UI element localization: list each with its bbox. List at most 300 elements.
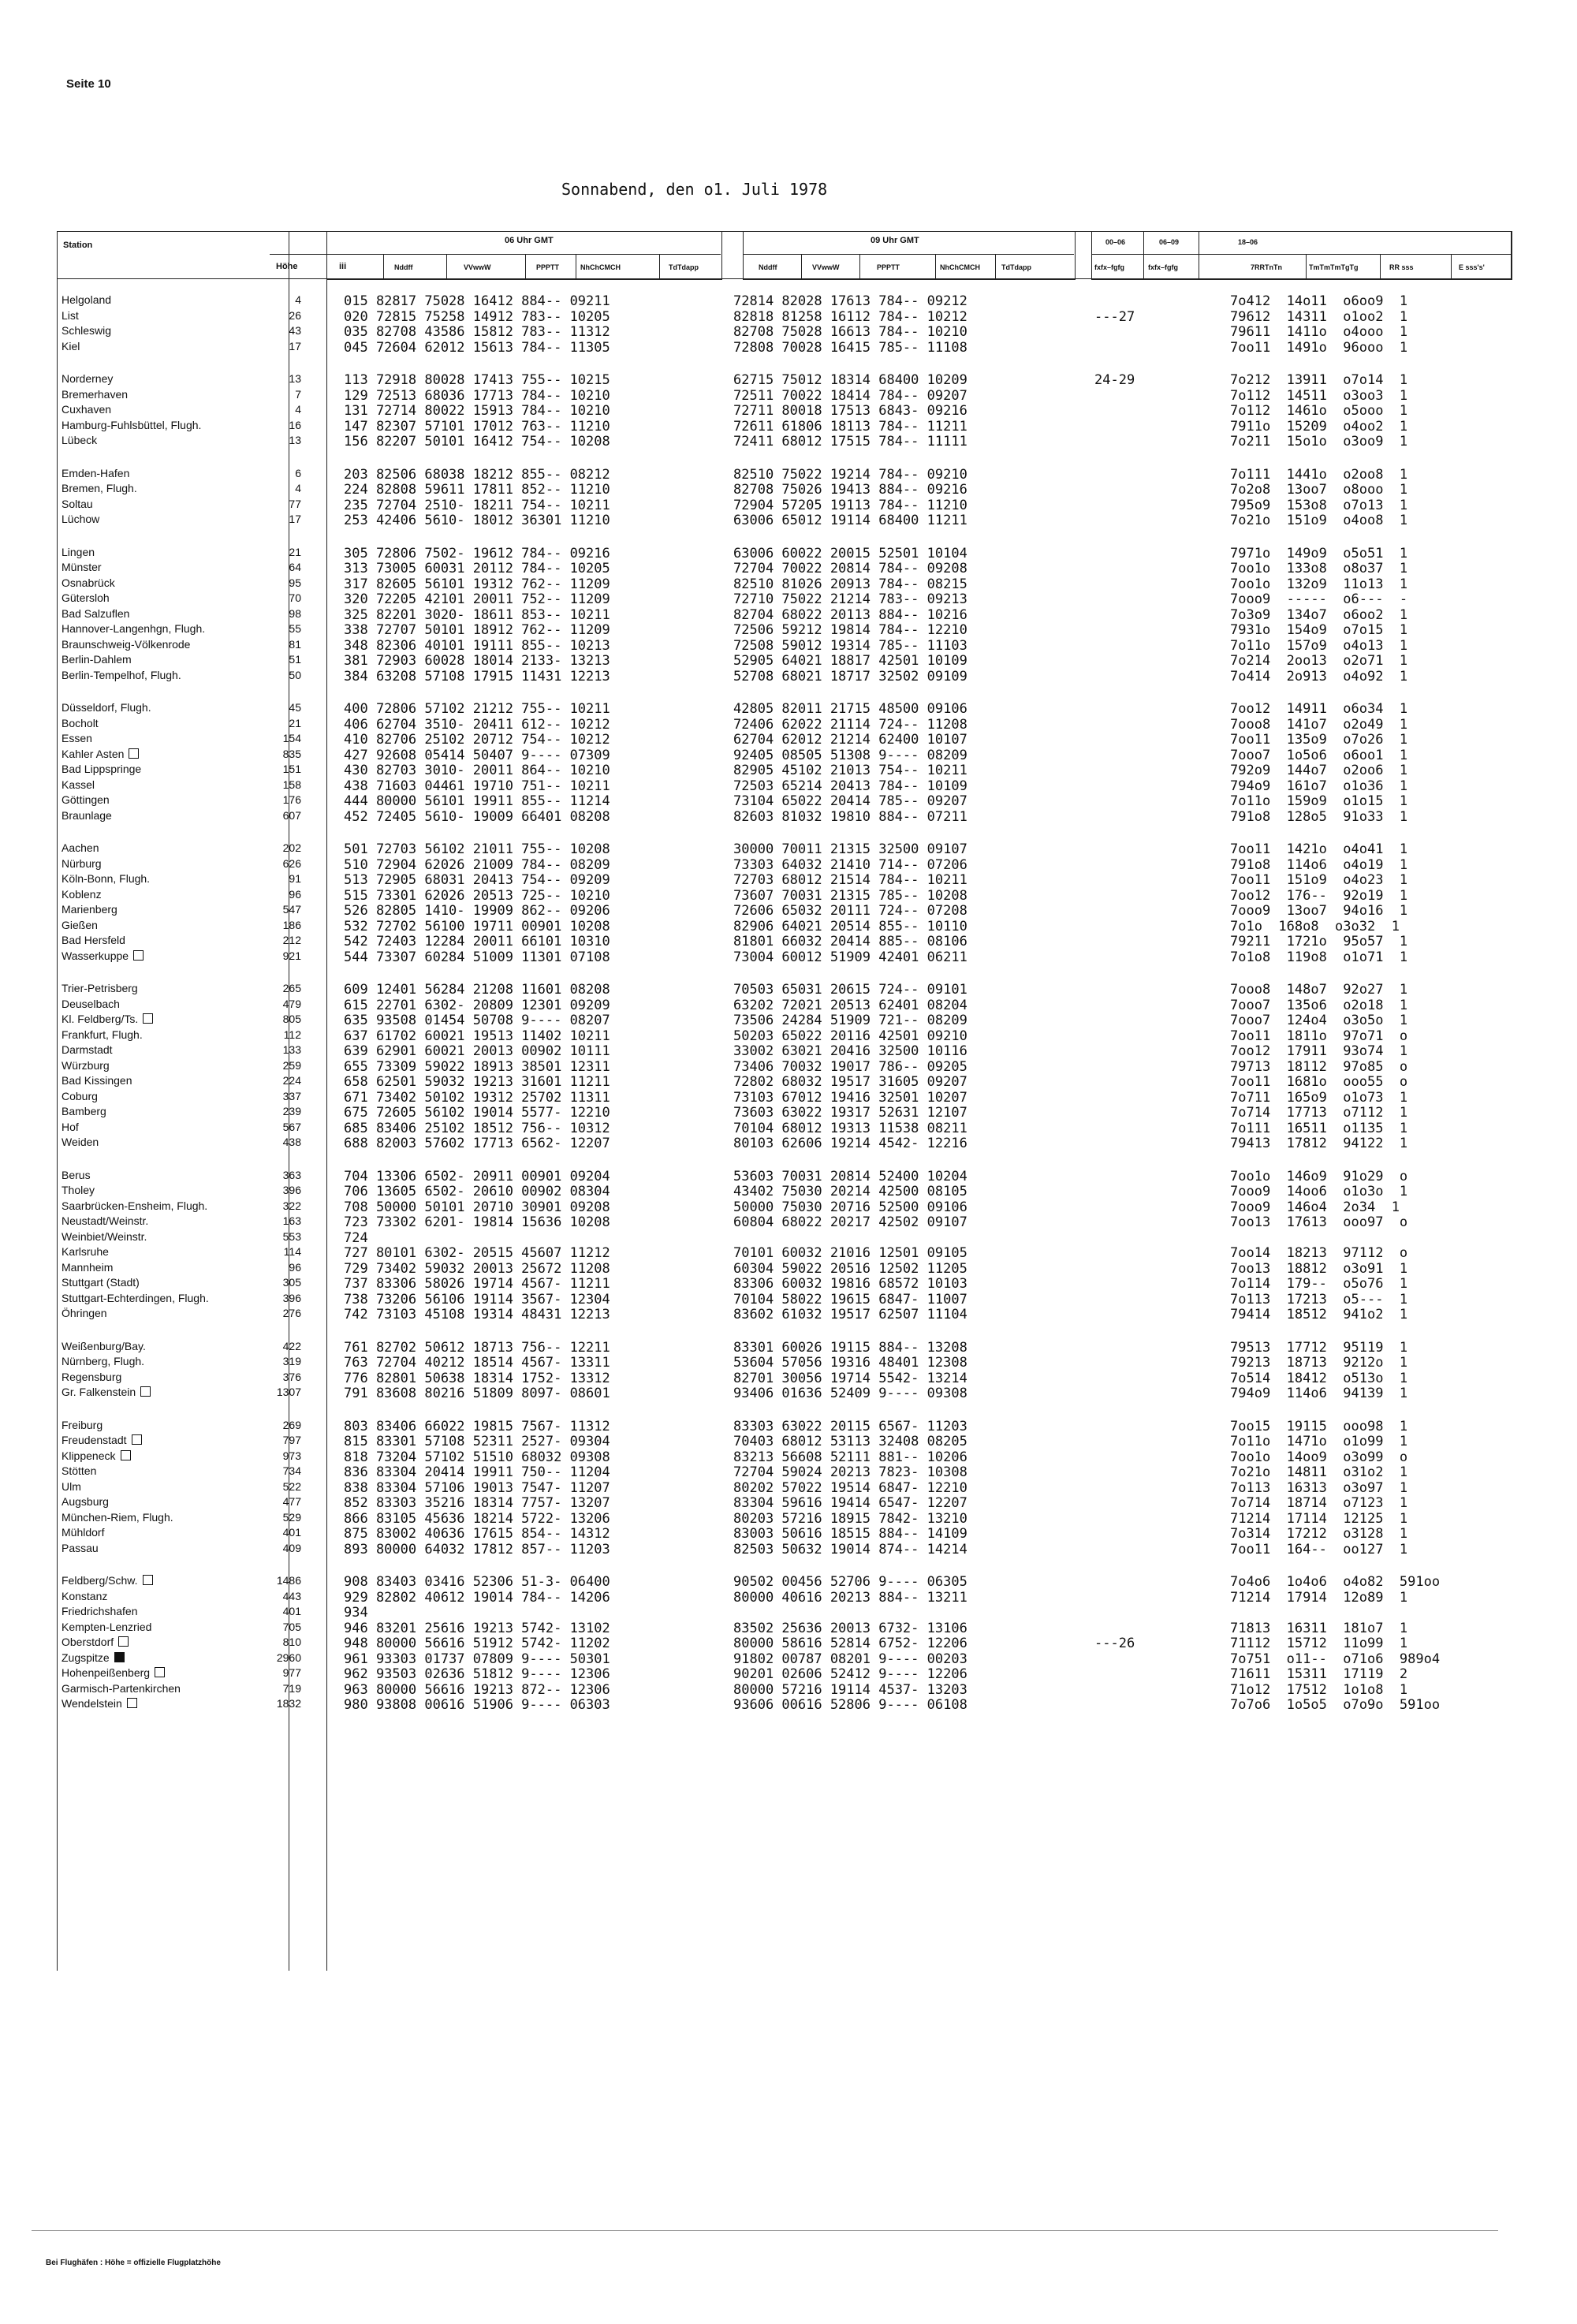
extremes-18-06: 7oo13 17613 ooo97 o	[1230, 1214, 1408, 1230]
obs-06-gmt: 908 83403 03416 52306 51-3- 06400	[344, 1574, 610, 1590]
table-row	[0, 1090, 1577, 1106]
table-row	[0, 482, 1577, 498]
obs-09-gmt: 70503 65031 20615 724-- 09101	[733, 982, 967, 998]
extremes-18-06: 7o3o9 134o7 o6oo2 1	[1230, 606, 1408, 623]
header-col-nh-09: NhChCMCH	[940, 263, 980, 271]
station-height: 4	[295, 293, 301, 306]
station-name	[62, 1169, 267, 1181]
footnote: Bei Flughäfen : Höhe = offizielle Flugplatzhöhe	[46, 2259, 221, 2267]
obs-09-gmt: 80000 58616 52814 6752- 12206	[733, 1636, 967, 1651]
extremes-18-06: 7o112 14511 o3oo3 1	[1230, 387, 1408, 404]
obs-06-gmt: 658 62501 59032 19213 31601 11211	[344, 1074, 610, 1090]
obs-06-gmt: 542 72403 12284 20011 66101 10310	[344, 934, 610, 949]
station-height: 7	[295, 387, 301, 401]
obs-09-gmt: 72506 59212 19814 784-- 12210	[733, 622, 967, 638]
obs-06-gmt: 727 80101 6302- 20515 45607 11212	[344, 1245, 610, 1261]
table-row	[0, 763, 1577, 778]
station-name	[62, 934, 267, 946]
extremes-18-06: 7o314 17212 o3128 1	[1230, 1526, 1408, 1542]
table-row	[0, 622, 1577, 638]
table-row	[0, 1059, 1577, 1075]
station-height: 1832	[276, 1697, 301, 1710]
extremes-18-06: 7o21o 151o9 o4oo8 1	[1230, 513, 1408, 528]
header-hoehe: Höhe	[276, 262, 298, 271]
station-label: München-Riem, Flugh.	[62, 1510, 173, 1524]
extremes-18-06: 7ooo7 1o5o6 o6oo1 1	[1230, 747, 1408, 763]
obs-06-gmt: 685 83406 25102 18512 756-- 10312	[344, 1120, 610, 1136]
table-row	[0, 1292, 1577, 1307]
station-height: 376	[282, 1370, 301, 1383]
obs-09-gmt: 80000 57216 19114 4537- 13203	[733, 1681, 967, 1698]
station-label: Freudenstadt	[62, 1434, 127, 1446]
station-label: Weinbiet/Weinstr.	[62, 1229, 147, 1243]
station-name	[62, 546, 267, 558]
extremes-18-06: 7o113 16313 o3o97 1	[1230, 1479, 1408, 1496]
extremes-18-06: 795o9 153o8 o7o13 1	[1230, 497, 1408, 513]
extremes-18-06: 79713 18112 97o85 o	[1230, 1058, 1408, 1075]
obs-09-gmt: 73607 70031 21315 785-- 10208	[733, 887, 967, 904]
extremes-18-06: 79611 1411o o4ooo 1	[1230, 324, 1408, 340]
station-height: 163	[282, 1214, 301, 1227]
obs-06-gmt: 791 83608 80216 51809 8097- 08601	[344, 1386, 610, 1401]
obs-06-gmt: 671 73402 50102 19312 25702 11311	[344, 1089, 610, 1106]
obs-06-gmt: 203 82506 68038 18212 855-- 08212	[344, 466, 610, 483]
header-00-06: 00–06	[1105, 238, 1126, 246]
table-row	[0, 1682, 1577, 1698]
station-name	[62, 1261, 267, 1274]
station-name	[62, 482, 267, 494]
table-row	[0, 513, 1577, 528]
obs-09-gmt: 73506 24284 51909 721-- 08209	[733, 1013, 967, 1028]
table-row	[0, 1371, 1577, 1386]
extremes-18-06: 7o211 15o1o o3oo9 1	[1230, 434, 1408, 450]
station-label: Gr. Falkenstein	[62, 1386, 136, 1398]
station-label: Ulm	[62, 1479, 81, 1493]
extremes-18-06: 7o111 16511 o1135 1	[1230, 1120, 1408, 1136]
station-name	[62, 1542, 267, 1554]
station-height: 21	[289, 545, 301, 558]
station-height: 973	[282, 1449, 301, 1462]
station-height: 4	[295, 482, 301, 494]
obs-06-gmt: 962 93503 02636 51812 9---- 12306	[344, 1666, 610, 1682]
header-col-vvwww-09: VVwwW	[812, 263, 840, 271]
header-06-gmt: 06 Uhr GMT	[505, 236, 554, 245]
square-icon	[143, 1575, 153, 1585]
station-height: 26	[289, 308, 301, 322]
obs-09-gmt: 73104 65022 20414 785-- 09207	[733, 793, 967, 809]
obs-09-gmt: 70101 60032 21016 12501 09105	[733, 1245, 967, 1261]
obs-06-gmt: 729 73402 59032 20013 25672 11208	[344, 1260, 610, 1277]
obs-09-gmt: 72606 65032 20111 724-- 07208	[733, 903, 967, 919]
station-height: 567	[282, 1120, 301, 1133]
station-height: 422	[282, 1339, 301, 1352]
obs-09-gmt: 91802 00787 08201 9---- 00203	[733, 1651, 967, 1667]
station-height: 734	[282, 1464, 301, 1477]
station-name	[62, 872, 267, 885]
obs-06-gmt: 381 72903 60028 18014 2133- 13213	[344, 653, 610, 669]
filled-square-icon	[114, 1652, 125, 1662]
station-label: Feldberg/Schw.	[62, 1574, 138, 1587]
obs-06-gmt: 015 82817 75028 16412 884-- 09211	[344, 293, 610, 309]
station-label: Soltau	[62, 497, 93, 510]
extremes-18-06: 7o711 165o9 o1o73 1	[1230, 1089, 1408, 1106]
obs-09-gmt: 82906 64021 20514 855-- 10110	[733, 918, 967, 934]
station-height: 158	[282, 778, 301, 791]
station-height: 186	[282, 918, 301, 931]
table-row	[0, 1697, 1577, 1713]
obs-06-gmt: 129 72513 68036 17713 784-- 10210	[344, 387, 610, 404]
station-name	[62, 1214, 267, 1227]
obs-09-gmt: 73103 67012 19416 32501 10207	[733, 1089, 967, 1106]
station-label: Kempten-Lenzried	[62, 1620, 152, 1633]
obs-09-gmt: 93406 01636 52409 9---- 09308	[733, 1386, 967, 1401]
obs-09-gmt: 50000 75030 20716 52500 09106	[733, 1199, 967, 1215]
station-label: Zugspitze	[62, 1651, 110, 1664]
obs-09-gmt: 33002 63021 20416 32500 10116	[733, 1043, 967, 1059]
station-height: 276	[282, 1307, 301, 1319]
table-row	[0, 1526, 1577, 1542]
extremes-18-06: 7oo12 176-- 92o19 1	[1230, 887, 1408, 904]
station-name	[62, 1636, 267, 1648]
obs-06-gmt: 348 82306 40101 19111 855-- 10213	[344, 637, 610, 654]
station-label: Hohenpeißenberg	[62, 1666, 151, 1679]
station-height: 1486	[276, 1574, 301, 1587]
extremes-18-06: 791o8 128o5 91o33 1	[1230, 808, 1408, 825]
station-label: Nürburg	[62, 856, 102, 870]
header-iii: iii	[339, 262, 347, 271]
table-row	[0, 1013, 1577, 1028]
table-row	[0, 982, 1577, 998]
obs-06-gmt: 836 83304 20414 19911 750-- 11204	[344, 1464, 610, 1480]
station-label: Berus	[62, 1168, 91, 1181]
station-height: 797	[282, 1434, 301, 1446]
obs-06-gmt: 761 82702 50612 18713 756-- 12211	[344, 1339, 610, 1356]
station-height: 835	[282, 747, 301, 760]
table-row	[0, 1136, 1577, 1151]
table-row	[0, 561, 1577, 576]
obs-06-gmt: 639 62901 60021 20013 00902 10111	[344, 1043, 610, 1059]
obs-09-gmt: 82510 75022 19214 784-- 09210	[733, 466, 967, 483]
station-label: Cuxhaven	[62, 403, 112, 416]
header-col-ppptt-09: PPPTT	[877, 263, 900, 271]
table-row	[0, 467, 1577, 483]
table-row	[0, 576, 1577, 592]
obs-06-gmt: 961 93303 01737 07809 9---- 50301	[344, 1651, 610, 1667]
station-height: 438	[282, 1136, 301, 1148]
extremes-18-06: 79413 17812 94122 1	[1230, 1136, 1408, 1151]
station-name	[62, 717, 267, 729]
station-name	[62, 1292, 267, 1304]
obs-06-gmt: 113 72918 80028 17413 755-- 10215	[344, 372, 610, 388]
extremes-18-06: 7o111 1441o o2oo8 1	[1230, 466, 1408, 483]
station-label: Berlin-Tempelhof, Flugh.	[62, 668, 181, 681]
extremes-18-06: 7ooo9 13oo7 94o16 1	[1230, 903, 1408, 919]
obs-09-gmt: 82818 81258 16112 784-- 10212	[733, 308, 967, 325]
obs-09-gmt: 63006 60022 20015 52501 10104	[733, 545, 967, 561]
station-name	[62, 1574, 267, 1587]
station-height: 202	[282, 841, 301, 854]
station-name	[62, 561, 267, 573]
station-name	[62, 982, 267, 994]
obs-09-gmt: 82708 75028 16613 784-- 10210	[733, 324, 967, 340]
obs-06-gmt: 818 73204 57102 51510 68032 09308	[344, 1449, 610, 1465]
table-row	[0, 1651, 1577, 1667]
extremes-18-06: 7o4o6 1o4o6 o4o82 591oo	[1230, 1574, 1441, 1590]
square-icon	[118, 1636, 129, 1647]
station-name	[62, 809, 267, 822]
station-height: 151	[282, 763, 301, 775]
station-name	[62, 1495, 267, 1508]
extremes-18-06: 7o114 179-- o5o76 1	[1230, 1276, 1408, 1292]
station-height: 98	[289, 606, 301, 620]
station-name	[62, 653, 267, 666]
station-name	[62, 638, 267, 651]
station-height: 51	[289, 653, 301, 666]
extremes-18-06: 7o11o 1471o o1o99 1	[1230, 1434, 1408, 1449]
header-fxfx-2: fxfx–fgfg	[1148, 263, 1178, 271]
extremes-18-06: 7o2o8 13oo7 o8ooo 1	[1230, 482, 1408, 498]
station-label: Kassel	[62, 778, 95, 791]
station-height: 81	[289, 637, 301, 651]
station-label: Braunlage	[62, 808, 112, 822]
station-height: 114	[283, 1245, 301, 1258]
table-row	[0, 1214, 1577, 1230]
extremes-18-06: 71o12 17512 1o1o8 1	[1230, 1681, 1408, 1698]
station-name	[62, 1059, 267, 1072]
extremes-18-06: 7oo11 1421o o4o41 1	[1230, 841, 1408, 857]
station-name	[62, 467, 267, 479]
obs-09-gmt: 83213 56608 52111 881-- 10206	[733, 1449, 967, 1465]
station-height: 626	[282, 856, 301, 870]
obs-06-gmt: 737 83306 58026 19714 4567- 11211	[344, 1276, 610, 1292]
table-row	[0, 498, 1577, 513]
table-row	[0, 998, 1577, 1013]
obs-06-gmt: 852 83303 35216 18314 7757- 13207	[344, 1495, 610, 1511]
station-label: Augsburg	[62, 1495, 109, 1508]
obs-06-gmt: 020 72815 75258 14912 783-- 10205	[344, 308, 610, 325]
table-row	[0, 934, 1577, 949]
station-name	[62, 1307, 267, 1319]
station-name	[62, 732, 267, 744]
extremes-18-06: 7o212 13911 o7o14 1	[1230, 372, 1408, 388]
station-name	[62, 1090, 267, 1102]
extremes-18-06: 7ooo7 135o6 o2o18 1	[1230, 997, 1408, 1013]
extremes-18-06: 7oo11 1491o 96ooo 1	[1230, 339, 1408, 356]
station-label: Garmisch-Partenkirchen	[62, 1681, 181, 1695]
obs-09-gmt: 82503 50632 19014 874-- 14214	[733, 1541, 967, 1557]
extremes-18-06: 7oo15 19115 ooo98 1	[1230, 1418, 1408, 1434]
obs-06-gmt: 406 62704 3510- 20411 612-- 10212	[344, 716, 610, 733]
extremes-18-06: 7oo14 18213 97112 o	[1230, 1245, 1408, 1261]
obs-06-gmt: 526 82805 1410- 19909 862-- 09206	[344, 903, 610, 919]
station-height: 705	[282, 1620, 301, 1633]
table-row	[0, 949, 1577, 965]
station-height: 522	[282, 1479, 301, 1493]
header-col-nddff-06: Nddff	[394, 263, 413, 271]
station-height: 337	[282, 1089, 301, 1102]
table-row	[0, 857, 1577, 873]
obs-06-gmt: 513 72905 68031 20413 754-- 09209	[344, 872, 610, 888]
obs-09-gmt: 60804 68022 20217 42502 09107	[733, 1214, 967, 1230]
station-height: 55	[289, 622, 301, 635]
extremes-18-06: 7o414 2o913 o4o92 1	[1230, 668, 1408, 685]
extremes-18-06: 7911o 15209 o4oo2 1	[1230, 418, 1408, 435]
obs-06-gmt: 452 72405 5610- 19009 66401 08208	[344, 808, 610, 825]
station-label: Stötten	[62, 1464, 97, 1477]
obs-06-gmt: 438 71603 04461 19710 751-- 10211	[344, 778, 610, 794]
extremes-18-06: 7oo11 135o9 o7o26 1	[1230, 732, 1408, 748]
header-09-gmt: 09 Uhr GMT	[871, 236, 919, 245]
header-col-vvwww-06: VVwwW	[464, 263, 491, 271]
table-row	[0, 1434, 1577, 1449]
obs-06-gmt: 320 72205 42101 20011 752-- 11209	[344, 591, 610, 607]
obs-09-gmt: 60304 59022 20516 12502 11205	[733, 1260, 967, 1277]
obs-06-gmt: 637 61702 60021 19513 11402 10211	[344, 1028, 610, 1044]
station-label: Trier-Petrisberg	[62, 982, 138, 994]
station-height: 265	[282, 982, 301, 994]
obs-09-gmt: 82708 75026 19413 884-- 09216	[733, 482, 967, 498]
station-name	[62, 949, 267, 962]
table-row	[0, 372, 1577, 388]
extremes-18-06: 7o714 18714 o7123 1	[1230, 1495, 1408, 1511]
station-height: 921	[282, 949, 301, 962]
station-name	[62, 324, 267, 337]
station-label: Bremen, Flugh.	[62, 482, 137, 494]
table-row	[0, 1464, 1577, 1480]
extremes-18-06: 7o514 18412 o513o 1	[1230, 1370, 1408, 1386]
table-row	[0, 434, 1577, 450]
station-label: Coburg	[62, 1089, 98, 1102]
station-name	[62, 309, 267, 322]
station-label: Mühldorf	[62, 1526, 105, 1539]
station-label: Neustadt/Weinstr.	[62, 1214, 149, 1227]
obs-06-gmt: 510 72904 62026 21009 784-- 08209	[344, 856, 610, 873]
extremes-18-06: 7931o 154o9 o7o15 1	[1230, 622, 1408, 638]
obs-06-gmt: 893 80000 64032 17812 857-- 11203	[344, 1541, 610, 1557]
station-label: Tholey	[62, 1184, 95, 1196]
obs-06-gmt: 723 73302 6201- 19814 15636 10208	[344, 1214, 610, 1230]
obs-06-gmt: 706 13605 6502- 20610 00902 08304	[344, 1184, 610, 1199]
table-row	[0, 809, 1577, 825]
page-label: Seite 10	[66, 77, 111, 91]
station-height: 4	[295, 403, 301, 416]
obs-09-gmt: 82905 45102 21013 754-- 10211	[733, 763, 967, 778]
obs-09-gmt: 70403 68012 53113 32408 08205	[733, 1434, 967, 1449]
station-label: Osnabrück	[62, 576, 115, 589]
obs-09-gmt: 83304 59616 19414 6547- 12207	[733, 1495, 967, 1511]
table-row	[0, 1621, 1577, 1636]
table-row	[0, 403, 1577, 419]
table-row	[0, 841, 1577, 857]
obs-06-gmt: 444 80000 56101 19911 855-- 11214	[344, 793, 610, 809]
station-height: 319	[282, 1355, 301, 1367]
obs-06-gmt: 635 93508 01454 50708 9---- 08207	[344, 1013, 610, 1028]
table-row	[0, 1169, 1577, 1184]
station-height: 607	[282, 808, 301, 822]
table-row	[0, 732, 1577, 748]
station-label: Koblenz	[62, 887, 102, 901]
station-height: 719	[282, 1681, 301, 1695]
station-height: 16	[289, 418, 301, 431]
extremes-18-06: 71112 15712 11o99 1	[1230, 1636, 1408, 1651]
station-name	[62, 1074, 267, 1087]
obs-09-gmt: 72814 82028 17613 784-- 09212	[733, 293, 967, 309]
station-name	[62, 1276, 267, 1289]
obs-09-gmt: 70104 58022 19615 6847- 11007	[733, 1291, 967, 1307]
extremes-18-06: 7oo11 1681o ooo55 o	[1230, 1074, 1408, 1090]
obs-09-gmt: 72808 70028 16415 785-- 11108	[733, 339, 967, 356]
obs-06-gmt: 708 50000 50101 20710 30901 09208	[344, 1199, 610, 1215]
station-name	[62, 372, 267, 385]
obs-06-gmt: 427 92608 05414 50407 9---- 07309	[344, 747, 610, 763]
station-name	[62, 1043, 267, 1056]
obs-06-gmt: 156 82207 50101 16412 754-- 10208	[344, 434, 610, 450]
obs-09-gmt: 83003 50616 18515 884-- 14109	[733, 1526, 967, 1542]
station-label: Lüchow	[62, 513, 100, 525]
obs-09-gmt: 72703 68012 21514 784-- 10211	[733, 872, 967, 888]
obs-06-gmt: 224 82808 59611 17811 852-- 11210	[344, 482, 610, 498]
station-label: Hannover-Langenhgn, Flugh.	[62, 622, 206, 635]
obs-09-gmt: 52708 68021 18717 32502 09109	[733, 668, 967, 685]
station-name	[62, 513, 267, 525]
obs-09-gmt: 73303 64032 21410 714-- 07206	[733, 856, 967, 873]
obs-06-gmt: 738 73206 56106 19114 3567- 12304	[344, 1291, 610, 1307]
station-name	[62, 903, 267, 916]
header-col-nh-06: NhChCMCH	[580, 263, 621, 271]
obs-09-gmt: 82603 81032 19810 884-- 07211	[733, 808, 967, 825]
station-height: 477	[282, 1495, 301, 1508]
page-title: Sonnabend, den o1. Juli 1978	[561, 180, 828, 199]
station-height: 224	[282, 1074, 301, 1087]
obs-09-gmt: 80103 62606 19214 4542- 12216	[733, 1136, 967, 1151]
table-row	[0, 1074, 1577, 1090]
station-name	[62, 293, 267, 306]
obs-06-gmt: 803 83406 66022 19815 7567- 11312	[344, 1418, 610, 1434]
table-row	[0, 1666, 1577, 1682]
station-height: 6	[295, 466, 301, 479]
station-label: Berlin-Dahlem	[62, 653, 132, 666]
header-frame-extra	[1091, 231, 1512, 280]
table-row	[0, 546, 1577, 561]
table-row	[0, 1307, 1577, 1322]
obs-06-gmt: 742 73103 45108 19314 48431 12213	[344, 1307, 610, 1322]
station-label: Lübeck	[62, 434, 98, 446]
table-row	[0, 1340, 1577, 1356]
table-row	[0, 653, 1577, 669]
table-row	[0, 1419, 1577, 1434]
obs-09-gmt: 72611 61806 18113 784-- 11211	[733, 418, 967, 435]
station-height: 401	[282, 1605, 301, 1617]
obs-06-gmt: 946 83201 25616 19213 5742- 13102	[344, 1620, 610, 1636]
header-rr-sss: RR sss	[1389, 263, 1414, 271]
table-row	[0, 748, 1577, 763]
extremes-18-06: 7oo13 18812 o3o91 1	[1230, 1260, 1408, 1277]
station-name	[62, 340, 267, 353]
extremes-18-06: 792o9 144o7 o2oo6 1	[1230, 763, 1408, 778]
table-row	[0, 1574, 1577, 1590]
station-label: Wendelstein	[62, 1697, 122, 1710]
table-row	[0, 919, 1577, 934]
obs-06-gmt: 763 72704 40212 18514 4567- 13311	[344, 1355, 610, 1371]
obs-09-gmt: 80202 57022 19514 6847- 12210	[733, 1479, 967, 1496]
station-height: 479	[282, 997, 301, 1010]
station-height: 64	[289, 561, 301, 573]
station-label: Gütersloh	[62, 591, 110, 604]
station-label: Düsseldorf, Flugh.	[62, 701, 151, 714]
extremes-18-06: 7oo11 1811o 97o71 o	[1230, 1028, 1408, 1044]
extremes-18-06: 794o9 114o6 94139 1	[1230, 1386, 1408, 1401]
station-height: 269	[282, 1418, 301, 1431]
